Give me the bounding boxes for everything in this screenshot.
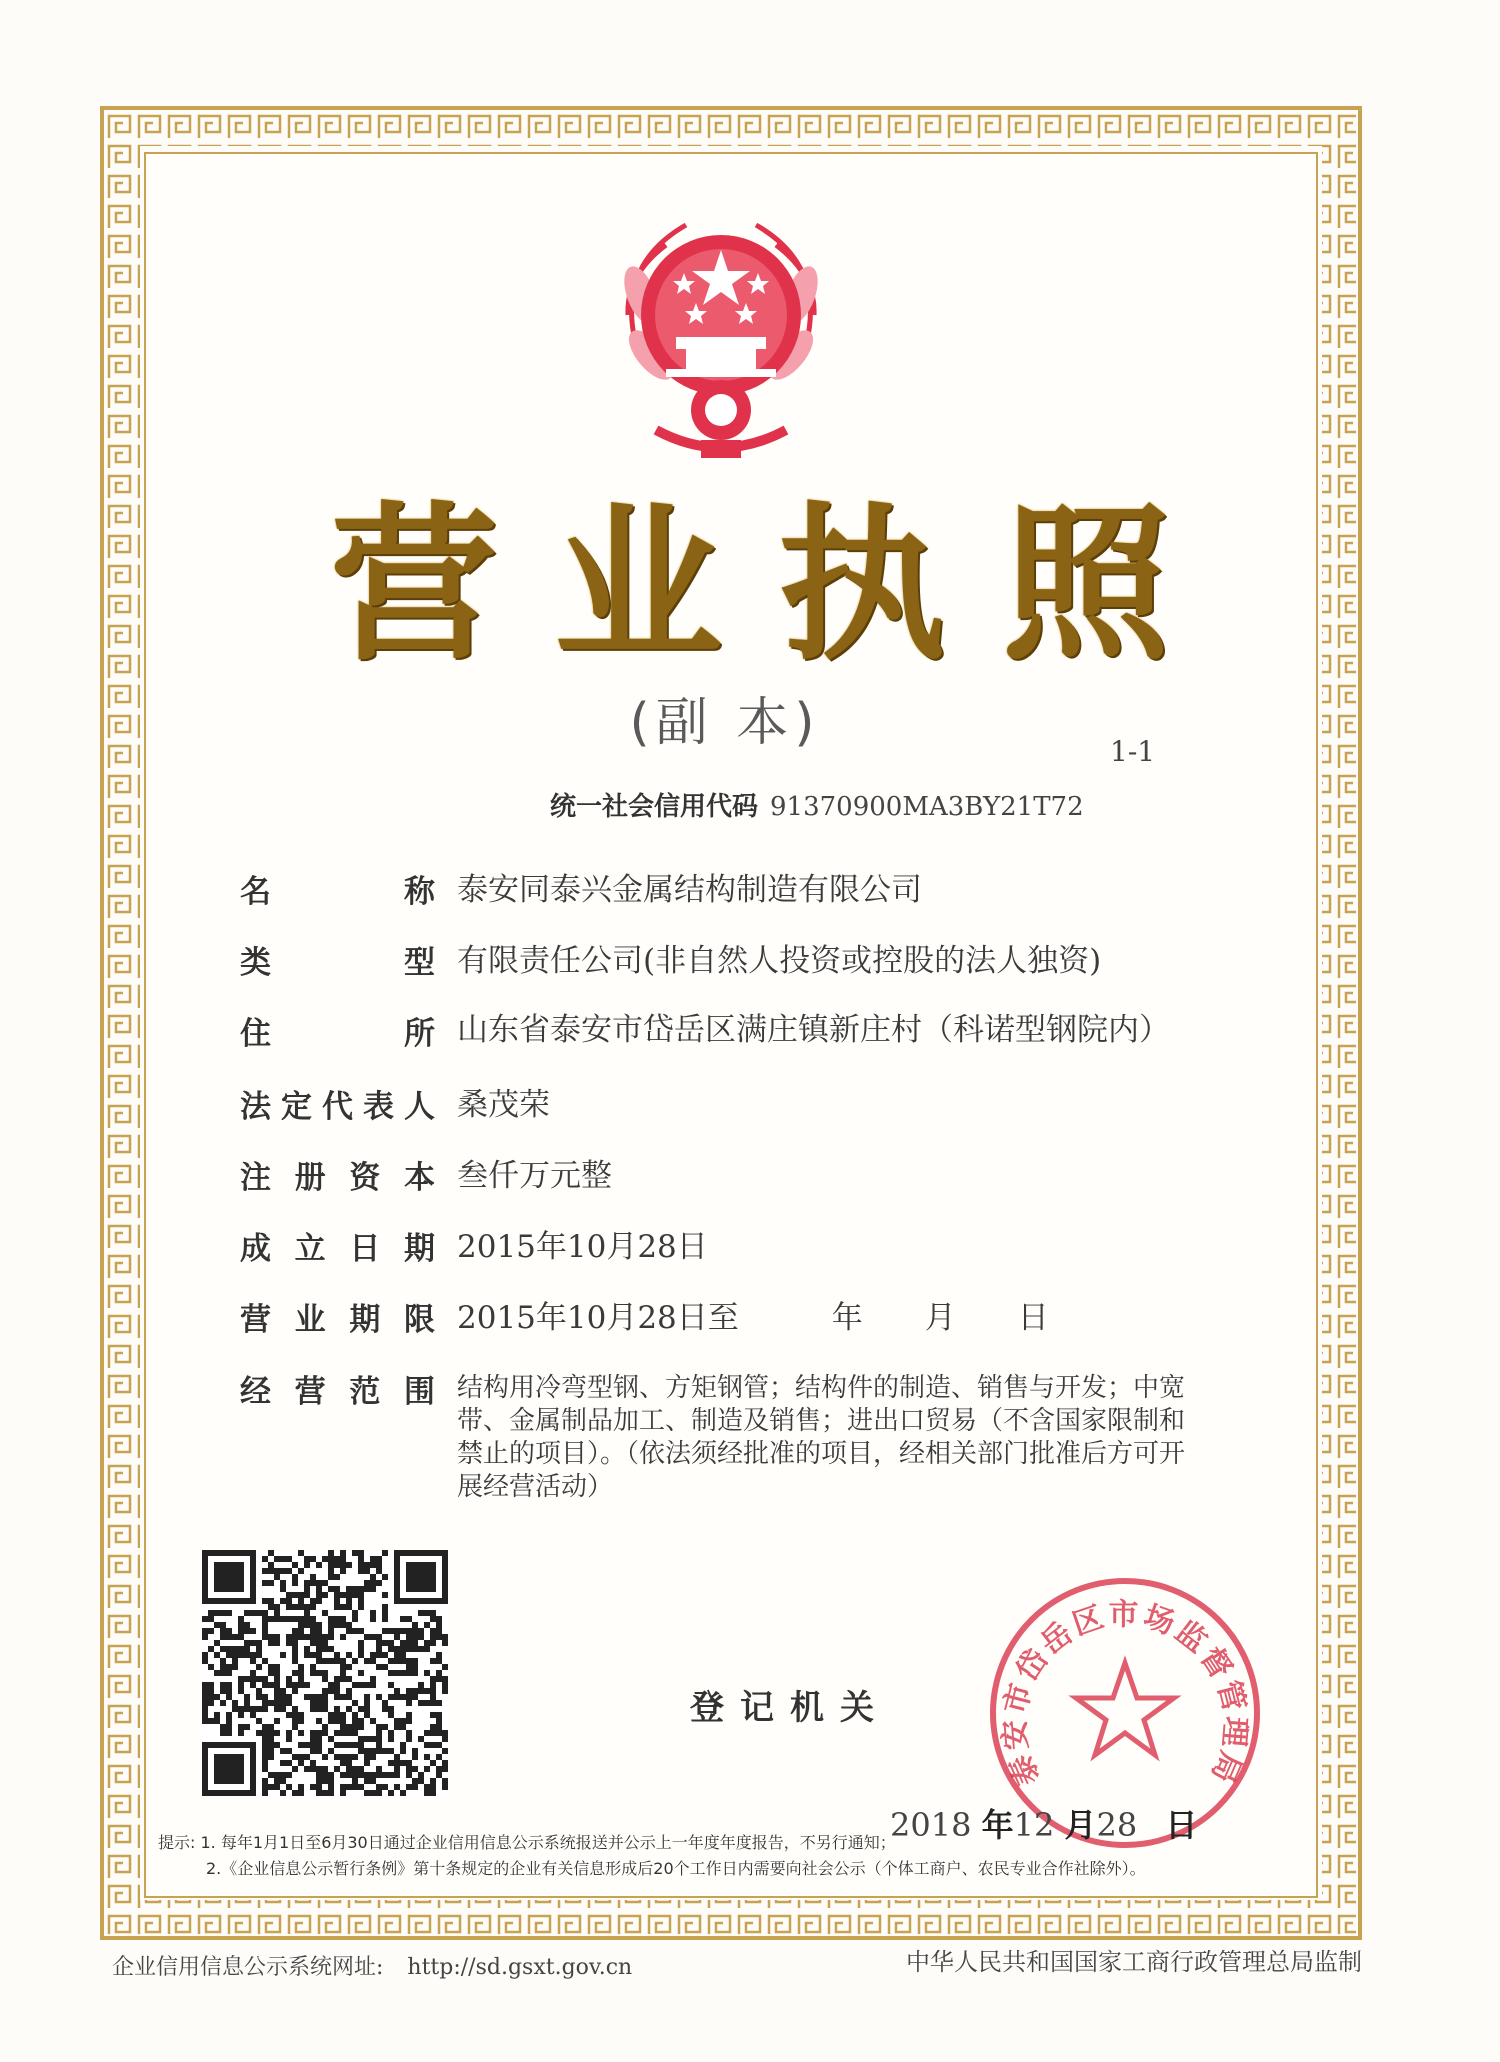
footer-url-link[interactable]: http://sd.gsxt.gov.cn [407, 1955, 633, 1980]
date-day: 28 [1096, 1806, 1138, 1844]
svg-text:泰安市岱岳区市场监督管理局 [997, 1597, 1253, 1790]
footer-supervisor: 中华人民共和国国家工商行政管理总局监制 [906, 1948, 1362, 1976]
date-month-unit: 月 [1064, 1806, 1097, 1844]
license-title [330, 487, 1170, 683]
field-name [240, 872, 1200, 912]
field-label: 类型 [240, 945, 435, 981]
tip-line-2: 2.《企业信息公示暂行条例》第十条规定的企业有关信息形成后20个工作日内需要向社会公示（个体工商户、农民专业合作社除外）。 [206, 1859, 1146, 1878]
field-value: 桑茂荣 [457, 1087, 550, 1123]
field-value: 2015年10月28日 [457, 1229, 708, 1265]
field-value: 2015年10月28日至 年 月 日 [457, 1300, 1049, 1336]
field-value: 山东省泰安市岱岳区满庄镇新庄村（科诺型钢院内） [457, 1012, 1170, 1048]
notice-tips [158, 1830, 1308, 1882]
field-capital [240, 1158, 1200, 1198]
field-label: 住所 [240, 1016, 435, 1052]
title-char: 营 [330, 487, 498, 683]
national-emblem-icon [606, 205, 836, 465]
title-char: 执 [778, 487, 946, 683]
tip-line-1: 提示: 1. 每年1月1日至6月30日通过企业信用信息公示系统报送并公示上一年度年度报告，不另行通知； [158, 1833, 896, 1852]
field-label: 成立日期 [240, 1231, 435, 1267]
field-address [240, 1014, 1200, 1054]
qr-code-icon[interactable] [202, 1550, 448, 1796]
date-year: 2018 [890, 1806, 972, 1844]
date-month: 12 [1013, 1806, 1055, 1844]
footer-website [112, 1950, 632, 1981]
field-founded [240, 1229, 1200, 1269]
field-label: 注册资本 [240, 1160, 435, 1196]
credit-code-label: 统一社会信用代码 [550, 792, 759, 822]
credit-code [550, 786, 1084, 823]
field-value: 叁仟万元整 [457, 1158, 612, 1194]
field-type [240, 943, 1200, 983]
field-value: 结构用冷弯型钢、方矩钢管；结构件的制造、销售与开发；中宽带、金属制品加工、制造及销售；进出口贸易（不含国家限制和禁止的项目）。（依法须经批准的项目，经相关部门批准后方可开展经营活动） [457, 1373, 1186, 1502]
title-char: 照 [1002, 487, 1170, 683]
field-label: 经营范围 [240, 1374, 435, 1410]
footer-website-label: 企业信用信息公示系统网址: [112, 1955, 384, 1980]
field-label: 营业期限 [240, 1302, 435, 1338]
credit-code-value: 91370900MA3BY21T72 [770, 792, 1084, 822]
field-term [240, 1300, 1200, 1340]
field-value: 泰安同泰兴金属结构制造有限公司 [457, 872, 922, 908]
seal-text: 泰安市岱岳区市场监督管理局 [997, 1597, 1253, 1791]
field-legal-rep [240, 1087, 1200, 1127]
title-char: 业 [554, 487, 722, 683]
field-label: 名称 [240, 874, 435, 910]
date-year-unit: 年 [981, 1806, 1014, 1844]
field-value: 有限责任公司(非自然人投资或控股的法人独资) [457, 943, 1102, 979]
field-label: 法定代表人 [240, 1089, 435, 1125]
field-scope [240, 1372, 1200, 1504]
copy-number: 1-1 [1110, 735, 1156, 768]
date-day-unit: 日 [1165, 1806, 1198, 1844]
subtitle: (副 本) [629, 693, 821, 753]
registration-authority-label: 登记机关 [690, 1688, 890, 1728]
